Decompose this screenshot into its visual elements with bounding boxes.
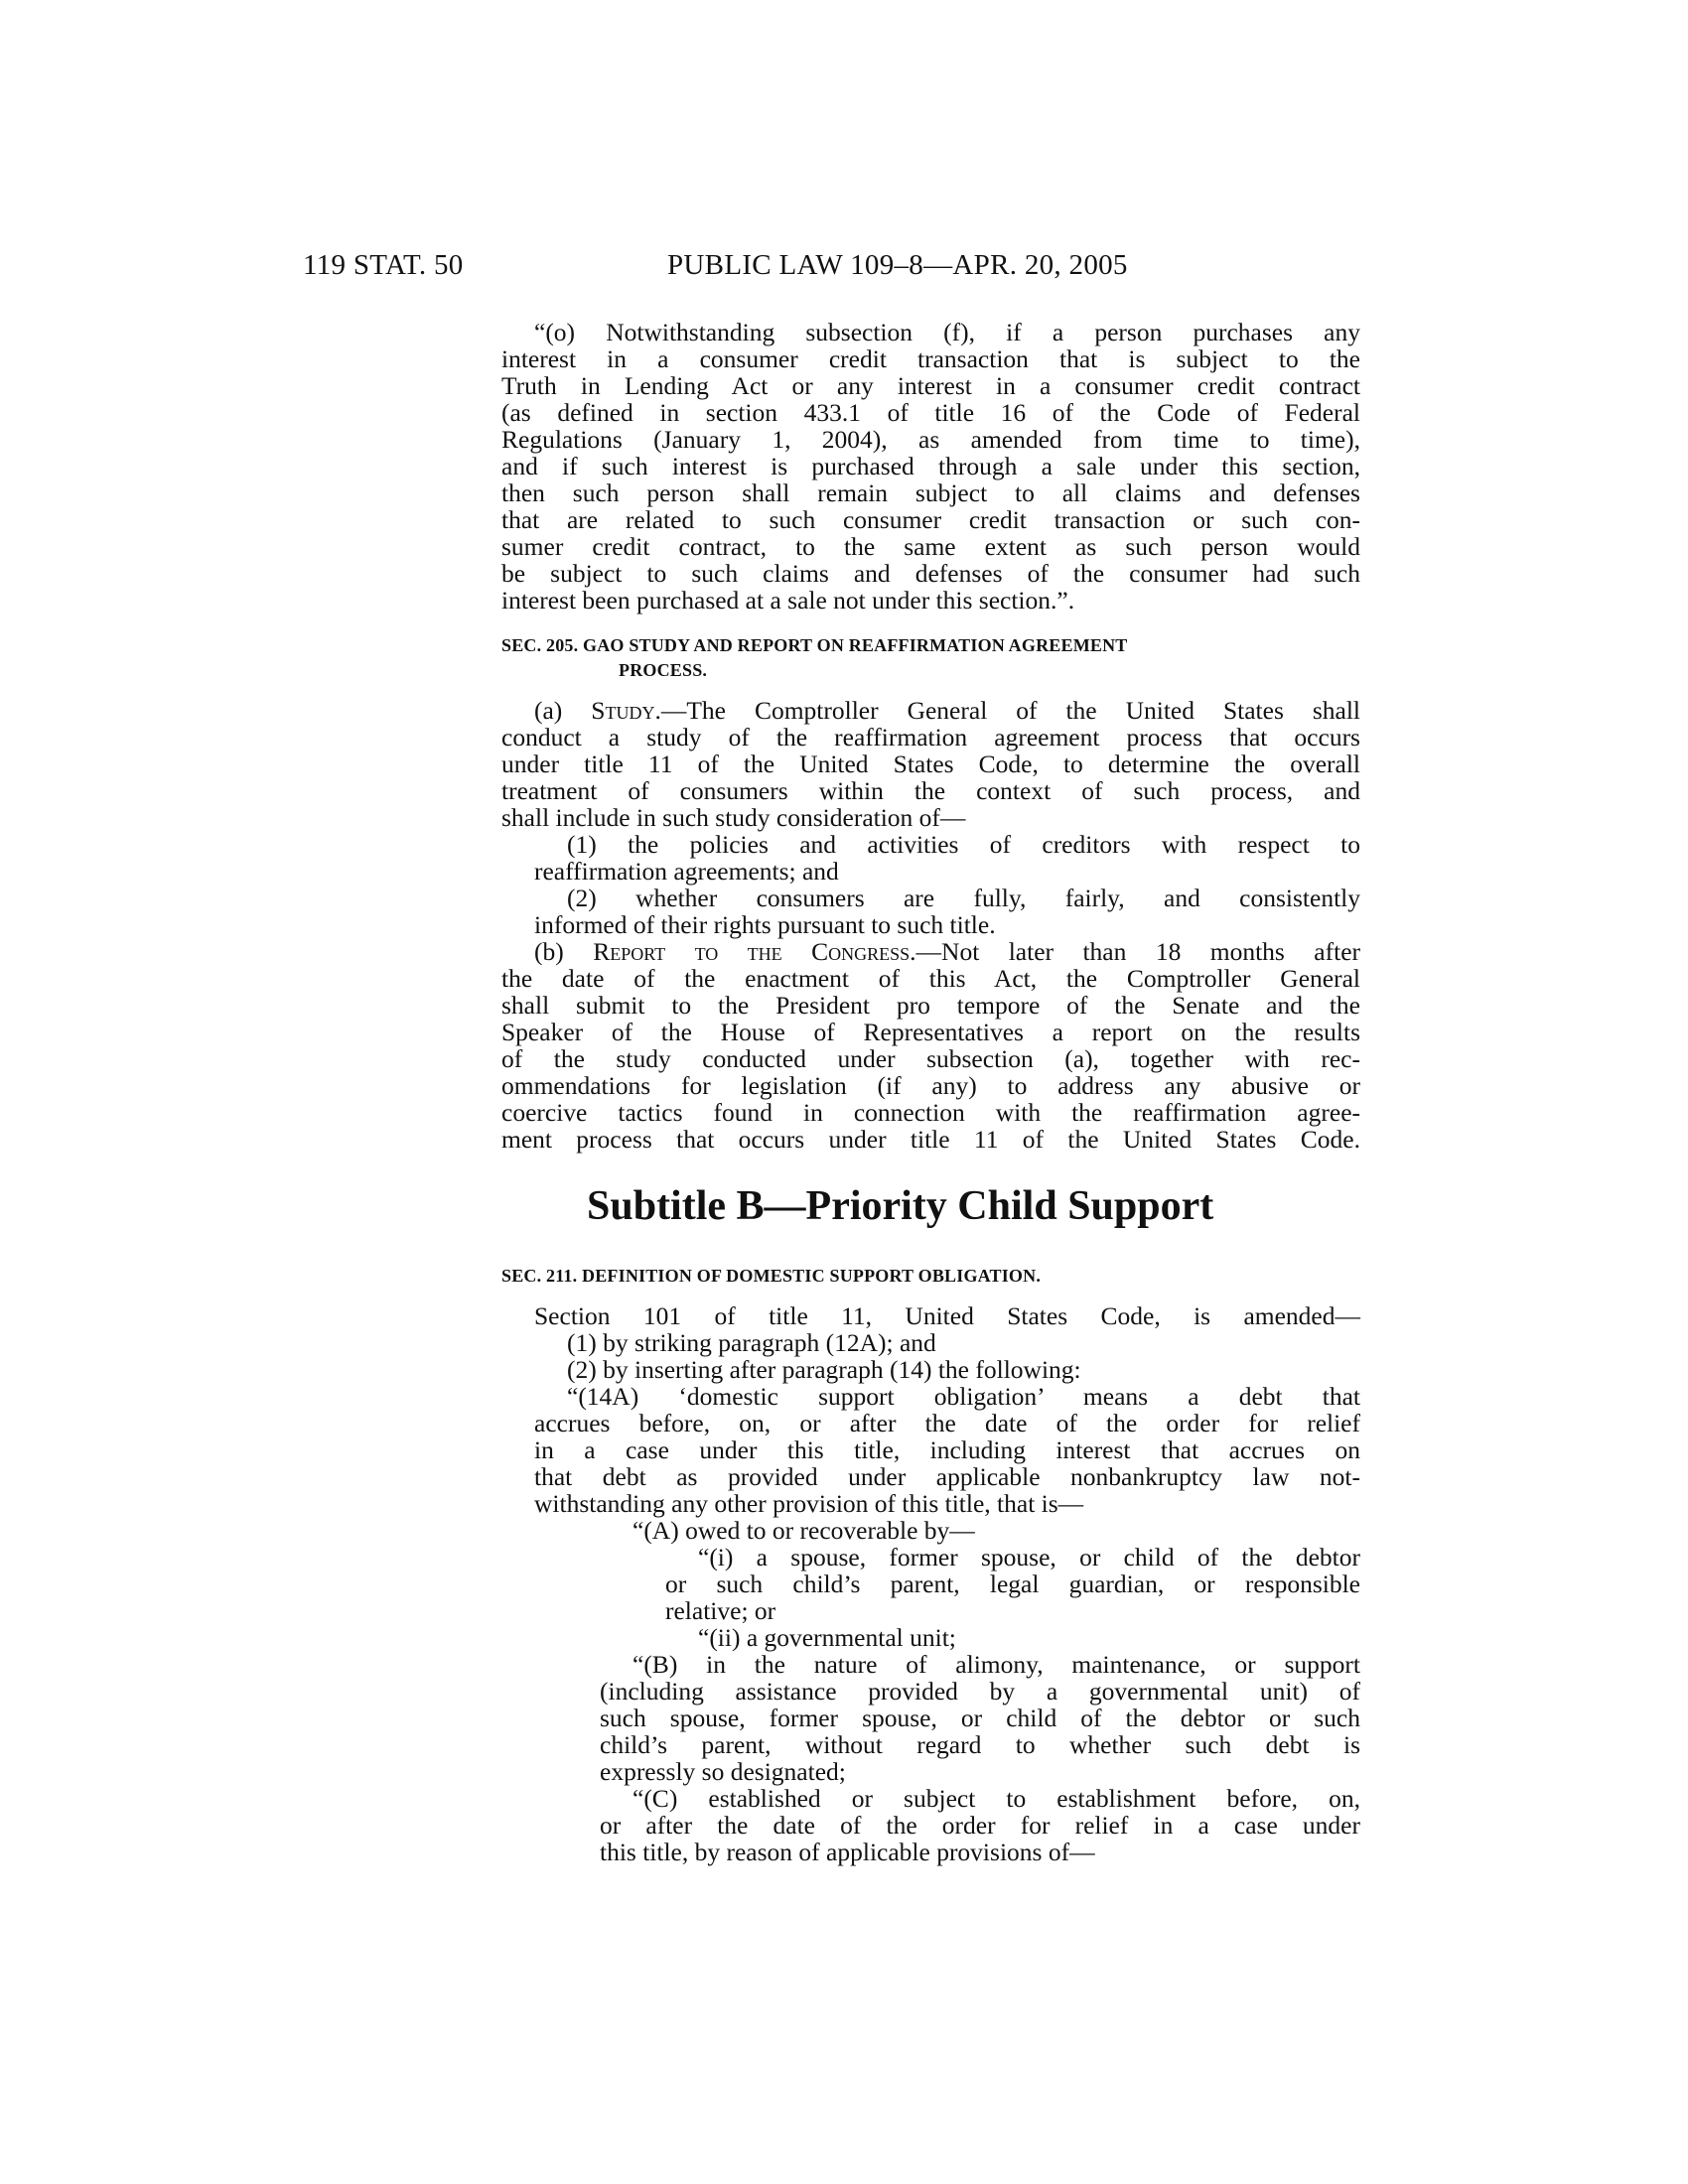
clause-b-first-line: “(B) in the nature of alimony, maintenance, or support — [633, 1650, 1360, 1679]
text-line: this title, by reason of applicable provisions of— — [600, 1838, 1095, 1866]
text-line: sumer credit contract, to the same extent as such person would — [501, 532, 1360, 561]
text-line: accrues before, on, or after the date of the order for relief — [534, 1409, 1360, 1437]
text-line: ommendations for legislation (if any) to address any abusive or — [501, 1071, 1360, 1100]
paragraph-label: (a) — [534, 696, 592, 725]
clause-a: “(A) owed to or recoverable by— — [633, 1516, 975, 1545]
text-line: under title 11 of the United States Code, to determine the overall — [501, 750, 1360, 778]
text-line: such spouse, former spouse, or child of the debtor or such — [600, 1704, 1360, 1732]
text-line: of the study conducted under subsection (a), together with rec- — [501, 1044, 1360, 1073]
text-line: relative; or — [665, 1596, 776, 1625]
text-line: shall submit to the President pro tempore of the Senate and the — [501, 991, 1360, 1020]
clause-a-ii: “(ii) a governmental unit; — [698, 1623, 956, 1652]
text-line: Truth in Lending Act or any interest in a consumer credit contract — [501, 371, 1360, 400]
text-line: Speaker of the House of Representatives a report on the results — [501, 1018, 1360, 1046]
paragraph-caption: Report to the Congress. — [593, 937, 916, 966]
text-line: interest in a consumer credit transaction that is subject to the — [501, 344, 1360, 373]
text-line: coercive tactics found in connection with the reaffirmation agree- — [501, 1098, 1360, 1127]
text-line: child’s parent, without regard to whether such debt is — [600, 1730, 1360, 1759]
text-line: and if such interest is purchased through a sale under this section, — [501, 452, 1360, 480]
text-line: (as defined in section 433.1 of title 16 of the Code of Federal — [501, 398, 1360, 427]
paragraph-label: (b) — [534, 937, 594, 966]
section-intro: Section 101 of title 11, United States Code, is amended— — [534, 1301, 1360, 1330]
text-line: Regulations (January 1, 2004), as amended from time to time), — [501, 425, 1360, 454]
subtitle-heading: Subtitle B—Priority Child Support — [587, 1183, 1214, 1229]
text-line: expressly so designated; — [600, 1757, 846, 1786]
text-line: shall include in such study consideration of— — [501, 803, 966, 832]
text-line: conduct a study of the reaffirmation agreement process that occurs — [501, 723, 1360, 751]
clause-a-i-first-line: “(i) a spouse, former spouse, or child of the debtor — [698, 1543, 1360, 1571]
section-heading: SEC. 205. GAO STUDY AND REPORT ON REAFFIRMATION AGREEMENT — [501, 635, 1128, 655]
list-item-2: (2) by inserting after paragraph (14) the following: — [567, 1355, 1081, 1384]
section-heading: SEC. 211. DEFINITION OF DOMESTIC SUPPORT OBLIGATION. — [501, 1266, 1042, 1286]
text-line: withstanding any other provision of this title, that is— — [534, 1489, 1084, 1518]
section-heading-continued: PROCESS. — [619, 660, 708, 680]
text-line: “(o) Notwithstanding subsection (f), if a person purchases any — [534, 318, 1360, 346]
text-line: that debt as provided under applicable nonbankruptcy law not- — [534, 1462, 1360, 1491]
stat-reference: 119 STAT. 50 — [303, 249, 464, 281]
text-line: in a case under this title, including interest that accrues on — [534, 1435, 1360, 1464]
text-line: informed of their rights pursuant to such title. — [534, 910, 996, 939]
text-line: be subject to such claims and defenses of the consumer had such — [501, 559, 1360, 588]
text-line: then such person shall remain subject to all claims and defenses — [501, 478, 1360, 507]
definition-first-line: “(14A) ‘domestic support obligation’ means a debt that — [567, 1382, 1360, 1411]
text-line: or after the date of the order for relief in a case under — [600, 1811, 1360, 1840]
text-line: the date of the enactment of this Act, the Comptroller General — [501, 964, 1360, 993]
text-line: reaffirmation agreements; and — [534, 857, 839, 886]
text-line: or such child’s parent, legal guardian, or responsible — [665, 1570, 1360, 1598]
list-item-1: (1) the policies and activities of creditors with respect to — [567, 830, 1360, 859]
text-line: interest been purchased at a sale not under this section.”. — [501, 586, 1075, 614]
paragraph-caption: Study. — [591, 696, 661, 725]
text-line: treatment of consumers within the context of such process, and — [501, 776, 1360, 805]
paragraph-text: —The Comptroller General of the United States shall — [660, 696, 1360, 725]
public-law-header: PUBLIC LAW 109–8—APR. 20, 2005 — [667, 249, 1128, 281]
list-item-2: (2) whether consumers are fully, fairly, and consistently — [567, 884, 1360, 912]
text-line: (including assistance provided by a governmental unit) of — [600, 1677, 1360, 1706]
paragraph-a-first-line — [534, 697, 1360, 724]
list-item-1: (1) by striking paragraph (12A); and — [567, 1328, 936, 1357]
text-line: that are related to such consumer credit transaction or such con- — [501, 505, 1360, 534]
paragraph-text: —Not later than 18 months after — [915, 937, 1361, 966]
text-line: ment process that occurs under title 11 of the United States Code. — [501, 1125, 1360, 1154]
paragraph-b-first-line — [534, 938, 1360, 965]
clause-c-first-line: “(C) established or subject to establishment before, on, — [633, 1784, 1360, 1813]
